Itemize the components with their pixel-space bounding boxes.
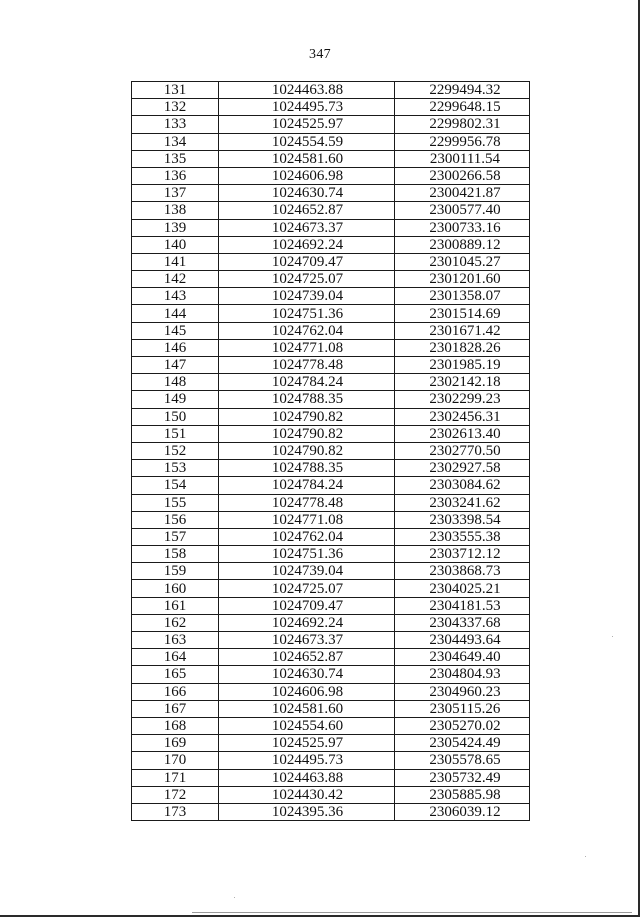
y-coordinate-cell: 2305732.49 xyxy=(395,769,530,786)
point-number-cell: 173 xyxy=(132,803,219,820)
x-coordinate-cell: 1024495.73 xyxy=(219,99,395,116)
x-coordinate-cell: 1024788.35 xyxy=(219,391,395,408)
table-row xyxy=(132,82,530,99)
point-number-cell: 162 xyxy=(132,614,219,631)
x-coordinate-cell: 1024725.07 xyxy=(219,580,395,597)
x-coordinate-cell: 1024751.36 xyxy=(219,546,395,563)
point-number-cell: 138 xyxy=(132,202,219,219)
point-number-cell: 131 xyxy=(132,82,219,99)
y-coordinate-cell: 2304181.53 xyxy=(395,597,530,614)
y-coordinate-cell: 2305270.02 xyxy=(395,717,530,734)
y-coordinate-cell: 2303868.73 xyxy=(395,563,530,580)
y-coordinate-cell: 2301358.07 xyxy=(395,288,530,305)
x-coordinate-cell: 1024395.36 xyxy=(219,803,395,820)
x-coordinate-cell: 1024739.04 xyxy=(219,563,395,580)
y-coordinate-cell: 2302927.58 xyxy=(395,460,530,477)
table-row xyxy=(132,425,530,442)
x-coordinate-cell: 1024692.24 xyxy=(219,614,395,631)
y-coordinate-cell: 2301671.42 xyxy=(395,322,530,339)
point-number-cell: 146 xyxy=(132,339,219,356)
table-row xyxy=(132,752,530,769)
point-number-cell: 137 xyxy=(132,185,219,202)
point-number-cell: 141 xyxy=(132,253,219,270)
point-number-cell: 132 xyxy=(132,99,219,116)
table-row xyxy=(132,597,530,614)
page-number: 347 xyxy=(309,47,331,62)
point-number-cell: 164 xyxy=(132,649,219,666)
y-coordinate-cell: 2302299.23 xyxy=(395,391,530,408)
x-coordinate-cell: 1024581.60 xyxy=(219,150,395,167)
table-row xyxy=(132,408,530,425)
y-coordinate-cell: 2302613.40 xyxy=(395,425,530,442)
point-number-cell: 154 xyxy=(132,477,219,494)
table-row xyxy=(132,700,530,717)
table-row xyxy=(132,494,530,511)
y-coordinate-cell: 2300266.58 xyxy=(395,167,530,184)
y-coordinate-cell: 2304337.68 xyxy=(395,614,530,631)
table-row xyxy=(132,391,530,408)
table-row xyxy=(132,339,530,356)
point-number-cell: 172 xyxy=(132,786,219,803)
table-row xyxy=(132,786,530,803)
point-number-cell: 140 xyxy=(132,236,219,253)
table-row xyxy=(132,614,530,631)
point-number-cell: 168 xyxy=(132,717,219,734)
point-number-cell: 145 xyxy=(132,322,219,339)
x-coordinate-cell: 1024652.87 xyxy=(219,649,395,666)
scan-speck xyxy=(585,856,586,857)
point-number-cell: 136 xyxy=(132,167,219,184)
y-coordinate-cell: 2302142.18 xyxy=(395,374,530,391)
table-row xyxy=(132,202,530,219)
x-coordinate-cell: 1024709.47 xyxy=(219,253,395,270)
x-coordinate-cell: 1024709.47 xyxy=(219,597,395,614)
table-row xyxy=(132,305,530,322)
x-coordinate-cell: 1024673.37 xyxy=(219,219,395,236)
y-coordinate-cell: 2303084.62 xyxy=(395,477,530,494)
x-coordinate-cell: 1024788.35 xyxy=(219,460,395,477)
point-number-cell: 152 xyxy=(132,442,219,459)
table-row xyxy=(132,528,530,545)
scan-edge-line xyxy=(192,912,632,913)
point-number-cell: 135 xyxy=(132,150,219,167)
x-coordinate-cell: 1024463.88 xyxy=(219,82,395,99)
table-row xyxy=(132,563,530,580)
point-number-cell: 153 xyxy=(132,460,219,477)
x-coordinate-cell: 1024652.87 xyxy=(219,202,395,219)
point-number-cell: 161 xyxy=(132,597,219,614)
y-coordinate-cell: 2303712.12 xyxy=(395,546,530,563)
x-coordinate-cell: 1024762.04 xyxy=(219,322,395,339)
y-coordinate-cell: 2305885.98 xyxy=(395,786,530,803)
point-number-cell: 156 xyxy=(132,511,219,528)
x-coordinate-cell: 1024739.04 xyxy=(219,288,395,305)
table-row xyxy=(132,683,530,700)
point-number-cell: 148 xyxy=(132,374,219,391)
y-coordinate-cell: 2304025.21 xyxy=(395,580,530,597)
table-row xyxy=(132,735,530,752)
y-coordinate-cell: 2303398.54 xyxy=(395,511,530,528)
table-row xyxy=(132,271,530,288)
table-row xyxy=(132,374,530,391)
table-row xyxy=(132,546,530,563)
point-number-cell: 139 xyxy=(132,219,219,236)
y-coordinate-cell: 2299494.32 xyxy=(395,82,530,99)
x-coordinate-cell: 1024630.74 xyxy=(219,185,395,202)
x-coordinate-cell: 1024581.60 xyxy=(219,700,395,717)
table-row xyxy=(132,116,530,133)
table-row xyxy=(132,167,530,184)
table-row xyxy=(132,99,530,116)
y-coordinate-cell: 2300111.54 xyxy=(395,150,530,167)
table-row xyxy=(132,511,530,528)
point-number-cell: 165 xyxy=(132,666,219,683)
y-coordinate-cell: 2300577.40 xyxy=(395,202,530,219)
y-coordinate-cell: 2300421.87 xyxy=(395,185,530,202)
point-number-cell: 155 xyxy=(132,494,219,511)
table-row xyxy=(132,477,530,494)
x-coordinate-cell: 1024778.48 xyxy=(219,494,395,511)
x-coordinate-cell: 1024762.04 xyxy=(219,528,395,545)
point-number-cell: 158 xyxy=(132,546,219,563)
point-number-cell: 167 xyxy=(132,700,219,717)
point-number-cell: 171 xyxy=(132,769,219,786)
y-coordinate-cell: 2305578.65 xyxy=(395,752,530,769)
y-coordinate-cell: 2304804.93 xyxy=(395,666,530,683)
y-coordinate-cell: 2300733.16 xyxy=(395,219,530,236)
y-coordinate-cell: 2299648.15 xyxy=(395,99,530,116)
table-row xyxy=(132,219,530,236)
x-coordinate-cell: 1024630.74 xyxy=(219,666,395,683)
y-coordinate-cell: 2305424.49 xyxy=(395,735,530,752)
y-coordinate-cell: 2302770.50 xyxy=(395,442,530,459)
table-row xyxy=(132,717,530,734)
point-number-cell: 142 xyxy=(132,271,219,288)
x-coordinate-cell: 1024790.82 xyxy=(219,425,395,442)
coordinate-table-body xyxy=(132,82,530,821)
x-coordinate-cell: 1024692.24 xyxy=(219,236,395,253)
y-coordinate-cell: 2303555.38 xyxy=(395,528,530,545)
y-coordinate-cell: 2301045.27 xyxy=(395,253,530,270)
x-coordinate-cell: 1024790.82 xyxy=(219,442,395,459)
table-row xyxy=(132,150,530,167)
table-row xyxy=(132,632,530,649)
x-coordinate-cell: 1024784.24 xyxy=(219,477,395,494)
x-coordinate-cell: 1024463.88 xyxy=(219,769,395,786)
point-number-cell: 147 xyxy=(132,357,219,374)
table-row xyxy=(132,288,530,305)
x-coordinate-cell: 1024606.98 xyxy=(219,683,395,700)
y-coordinate-cell: 2304649.40 xyxy=(395,649,530,666)
x-coordinate-cell: 1024778.48 xyxy=(219,357,395,374)
point-number-cell: 149 xyxy=(132,391,219,408)
table-row xyxy=(132,357,530,374)
y-coordinate-cell: 2300889.12 xyxy=(395,236,530,253)
scan-speck xyxy=(234,897,235,898)
y-coordinate-cell: 2304960.23 xyxy=(395,683,530,700)
table-row xyxy=(132,185,530,202)
x-coordinate-cell: 1024525.97 xyxy=(219,116,395,133)
table-row xyxy=(132,253,530,270)
x-coordinate-cell: 1024525.97 xyxy=(219,735,395,752)
x-coordinate-cell: 1024751.36 xyxy=(219,305,395,322)
x-coordinate-cell: 1024606.98 xyxy=(219,167,395,184)
point-number-cell: 144 xyxy=(132,305,219,322)
point-number-cell: 169 xyxy=(132,735,219,752)
table-row xyxy=(132,236,530,253)
point-number-cell: 133 xyxy=(132,116,219,133)
x-coordinate-cell: 1024673.37 xyxy=(219,632,395,649)
x-coordinate-cell: 1024725.07 xyxy=(219,271,395,288)
coordinate-table xyxy=(131,81,530,821)
coordinate-table-container xyxy=(131,81,529,821)
table-row xyxy=(132,803,530,820)
y-coordinate-cell: 2303241.62 xyxy=(395,494,530,511)
y-coordinate-cell: 2304493.64 xyxy=(395,632,530,649)
x-coordinate-cell: 1024771.08 xyxy=(219,339,395,356)
x-coordinate-cell: 1024771.08 xyxy=(219,511,395,528)
point-number-cell: 150 xyxy=(132,408,219,425)
point-number-cell: 170 xyxy=(132,752,219,769)
table-row xyxy=(132,649,530,666)
point-number-cell: 157 xyxy=(132,528,219,545)
point-number-cell: 134 xyxy=(132,133,219,150)
x-coordinate-cell: 1024430.42 xyxy=(219,786,395,803)
y-coordinate-cell: 2306039.12 xyxy=(395,803,530,820)
y-coordinate-cell: 2301985.19 xyxy=(395,357,530,374)
table-row xyxy=(132,580,530,597)
point-number-cell: 159 xyxy=(132,563,219,580)
y-coordinate-cell: 2301201.60 xyxy=(395,271,530,288)
point-number-cell: 143 xyxy=(132,288,219,305)
x-coordinate-cell: 1024554.59 xyxy=(219,133,395,150)
table-row xyxy=(132,460,530,477)
y-coordinate-cell: 2302456.31 xyxy=(395,408,530,425)
table-row xyxy=(132,666,530,683)
table-row xyxy=(132,442,530,459)
table-row xyxy=(132,769,530,786)
y-coordinate-cell: 2299956.78 xyxy=(395,133,530,150)
x-coordinate-cell: 1024554.60 xyxy=(219,717,395,734)
x-coordinate-cell: 1024790.82 xyxy=(219,408,395,425)
scan-speck xyxy=(612,636,613,637)
y-coordinate-cell: 2301828.26 xyxy=(395,339,530,356)
x-coordinate-cell: 1024495.73 xyxy=(219,752,395,769)
x-coordinate-cell: 1024784.24 xyxy=(219,374,395,391)
table-row xyxy=(132,322,530,339)
point-number-cell: 151 xyxy=(132,425,219,442)
y-coordinate-cell: 2301514.69 xyxy=(395,305,530,322)
y-coordinate-cell: 2299802.31 xyxy=(395,116,530,133)
point-number-cell: 166 xyxy=(132,683,219,700)
table-row xyxy=(132,133,530,150)
point-number-cell: 163 xyxy=(132,632,219,649)
y-coordinate-cell: 2305115.26 xyxy=(395,700,530,717)
point-number-cell: 160 xyxy=(132,580,219,597)
